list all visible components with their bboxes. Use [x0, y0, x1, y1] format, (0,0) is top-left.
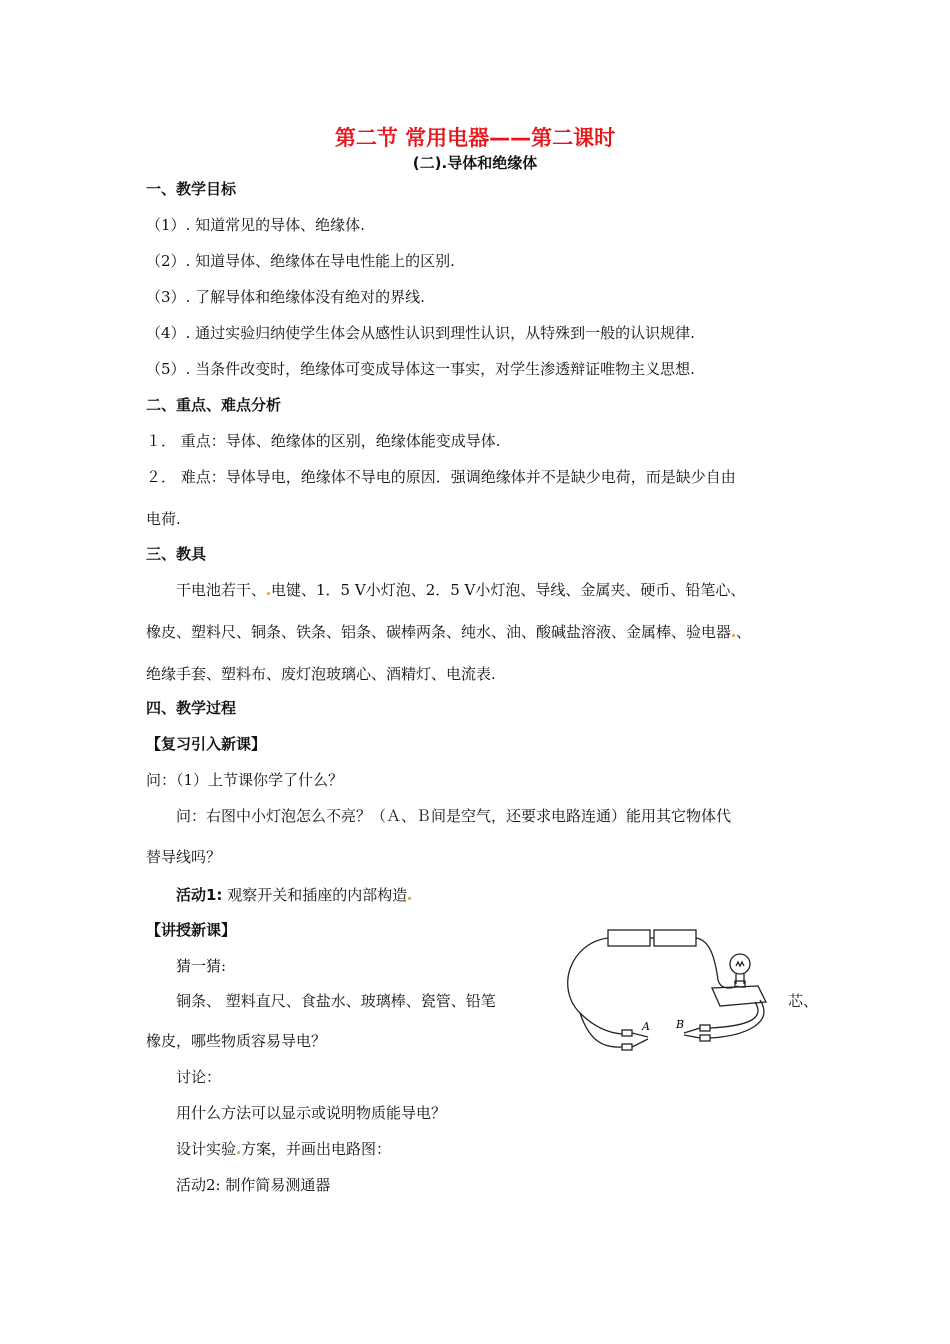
conductor-question: 橡皮，哪些物质容易导电？	[146, 1032, 327, 1050]
tools-text: 、	[736, 623, 752, 641]
battery-2	[654, 930, 696, 946]
objective-item: （1）. 知道常见的导体、绝缘体.	[146, 216, 365, 234]
materials-list-end: 芯、	[788, 992, 819, 1010]
clip-b-2	[700, 1035, 710, 1041]
page-title: 第二节 常用电器——第二课时	[334, 126, 616, 150]
review-heading: 【复习引入新课】	[146, 735, 267, 753]
keypoint-difficulty: ２． 难点：导体导电，绝缘体不导电的原因．强调绝缘体并不是缺少电荷，而是缺少自由	[146, 468, 736, 486]
question-2: 问：右图中小灯泡怎么不亮？（Ａ、Ｂ间是空气，还要求电路连通）能用其它物体代	[176, 807, 732, 825]
clip-a-2	[622, 1044, 632, 1050]
design-text: 方案，并画出电路图：	[241, 1140, 392, 1158]
activity-1	[176, 884, 412, 905]
mark-dot	[267, 592, 270, 595]
tools-text: 橡皮、塑料尺、铜条、铁条、铝条、碳棒两条、纯水、油、酸碱盐溶液、金属棒、验电器	[146, 623, 732, 641]
guess-label: 猜一猜:	[176, 957, 227, 975]
design-experiment	[176, 1138, 391, 1159]
objective-item: （5）. 当条件改变时，绝缘体可变成导体这一事实，对学生渗透辩证唯物主义思想.	[146, 360, 695, 378]
tools-line-3: 绝缘手套、塑料布、废灯泡玻璃心、酒精灯、电流表.	[146, 665, 496, 683]
activity-2: 活动2: 制作简易测通器	[176, 1176, 331, 1194]
wire-b	[710, 1002, 758, 1028]
section-heading-process: 四、教学过程	[146, 699, 237, 717]
tools-line-2	[146, 621, 751, 642]
method-question: 用什么方法可以显示或说明物质能导电？	[176, 1104, 447, 1122]
new-lesson-heading: 【讲授新课】	[146, 921, 237, 939]
label-b: B	[676, 1018, 685, 1031]
bulb-icon	[730, 954, 750, 974]
section-heading-keypoints: 二、重点、难点分析	[146, 396, 282, 414]
label-a: A	[642, 1020, 650, 1033]
clip-a-1	[622, 1030, 632, 1036]
keypoint-focus: １． 重点：导体、绝缘体的区别，绝缘体能变成导体.	[146, 432, 501, 450]
tools-text: 电键、1．5 V小灯泡、2．5 V小灯泡、导线、金属夹、硬币、铅笔心、	[271, 581, 746, 599]
section-heading-objectives: 一、教学目标	[146, 180, 237, 198]
objective-item: （4）. 通过实验归纳使学生体会从感性认识到理性认识，从特殊到一般的认识规律.	[146, 324, 695, 342]
wire-left	[568, 938, 622, 1034]
tools-text: 干电池若干、	[176, 581, 267, 599]
battery-1	[608, 930, 650, 946]
circuit-diagram	[560, 918, 780, 1063]
section-heading-tools: 三、教具	[146, 545, 207, 563]
clip-b-1	[700, 1025, 710, 1031]
objective-item: （2）. 知道导体、绝缘体在导电性能上的区别.	[146, 252, 455, 270]
mark-dot	[408, 897, 411, 900]
activity-1-label: 活动1:	[176, 886, 223, 904]
materials-list: 铜条、 塑料直尺、食盐水、玻璃棒、瓷管、铅笔	[176, 992, 496, 1010]
design-text: 设计实验	[176, 1140, 237, 1158]
wire-right	[696, 938, 738, 988]
discussion-label: 讨论：	[176, 1068, 222, 1086]
activity-1-text: 观察开关和插座的内部构造	[222, 886, 408, 904]
objective-item: （3）. 了解导体和绝缘体没有绝对的界线.	[146, 288, 425, 306]
mark-dot	[732, 634, 735, 637]
question-1: 问：（1）上节课你学了什么？	[146, 771, 344, 789]
tools-line-1	[176, 579, 745, 600]
keypoint-difficulty-cont: 电荷.	[146, 510, 181, 528]
bulb-base	[712, 986, 766, 1006]
page-subtitle: (二).导体和绝缘体	[412, 154, 538, 172]
mark-dot	[237, 1151, 240, 1154]
question-2-cont: 替导线吗？	[146, 848, 222, 866]
